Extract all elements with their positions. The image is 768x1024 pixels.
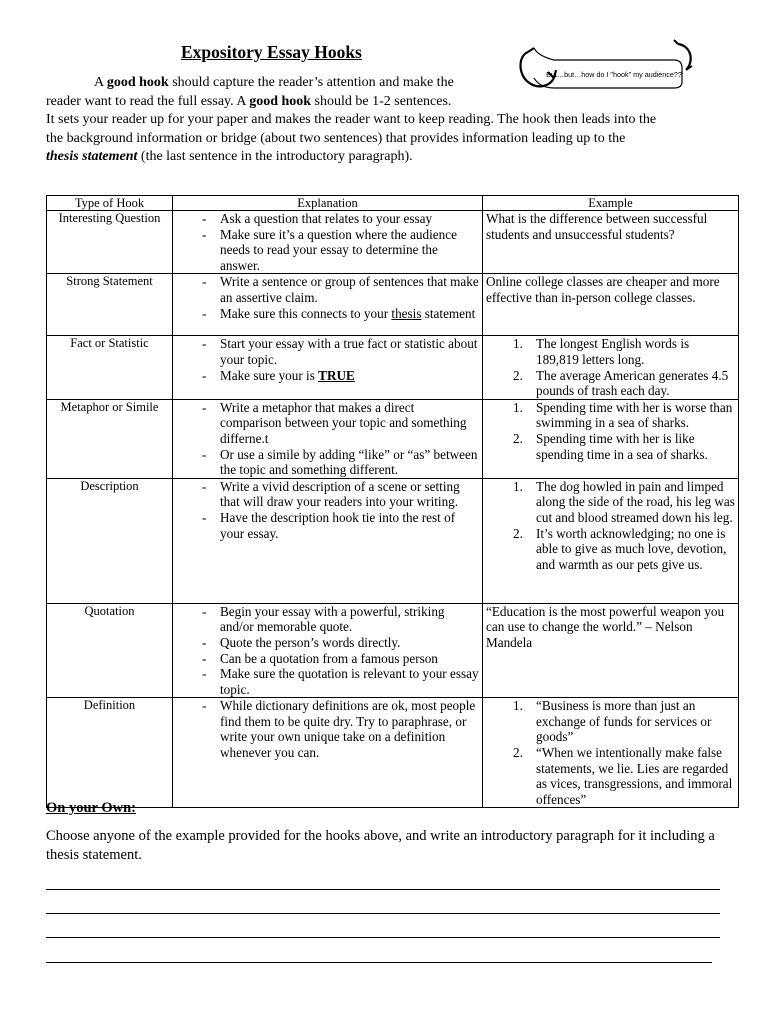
hook-example bbox=[483, 478, 739, 603]
explanation-underline: thesis bbox=[391, 305, 422, 321]
on-your-own-heading: On your Own: bbox=[46, 800, 136, 816]
intro-text: reader want to read the full essay. A bbox=[46, 93, 250, 109]
hook-image-caption: But…but…how do I "hook" my audience?? bbox=[546, 70, 682, 79]
table-row bbox=[47, 211, 739, 274]
example-text: Spending time with her is worse than swimming in a sea of sharks. bbox=[536, 399, 733, 431]
on-your-own-instructions: Choose anyone of the example provided for the hooks above, and write an introductory paragraph for it including a thesis statement. bbox=[46, 828, 715, 863]
intro-line-3: It sets your reader up for your paper and makes the reader want to keep reading. The hook then leads into the bbox=[46, 112, 657, 128]
hook-explanation bbox=[173, 698, 483, 808]
header-type: Type of Hook bbox=[47, 196, 173, 211]
hook-explanation bbox=[173, 336, 483, 399]
explanation-item: - Make sure the quotation is relevant to your essay topic. bbox=[176, 666, 479, 697]
list-number: 1. bbox=[513, 698, 523, 714]
intro-paragraph bbox=[46, 74, 736, 167]
hook-explanation bbox=[173, 399, 483, 478]
header-explanation: Explanation bbox=[173, 196, 483, 211]
explanation-item bbox=[176, 306, 479, 322]
explanation-item: - Write a vivid description of a scene or setting that will draw your readers into your writing. bbox=[176, 479, 479, 510]
example-text: It’s worth acknowledging; no one is able to give as much love, devotion, and warmth as our pets give us. bbox=[536, 525, 727, 572]
writing-line[interactable] bbox=[46, 889, 720, 890]
hook-example: What is the difference between successful students and unsuccessful students? bbox=[483, 211, 739, 274]
intro-line-4: the background information or bridge (about two sentences) that provides information leading up to the bbox=[46, 130, 626, 146]
hook-example bbox=[483, 399, 739, 478]
list-number: 2. bbox=[513, 430, 523, 446]
hook-example: Online college classes are cheaper and more effective than in-person college classes. bbox=[483, 274, 739, 336]
intro-line-2 bbox=[46, 93, 736, 112]
explanation-emphasis: TRUE bbox=[318, 367, 355, 383]
hook-explanation bbox=[173, 274, 483, 336]
hook-type: Fact or Statistic bbox=[47, 336, 173, 399]
explanation-item: - Write a metaphor that makes a direct comparison between your topic and something differne.t bbox=[176, 400, 479, 447]
hook-type: Interesting Question bbox=[47, 211, 173, 274]
list-number: 1. bbox=[513, 336, 523, 352]
example-item bbox=[486, 336, 735, 367]
example-item bbox=[486, 526, 735, 573]
intro-text: should capture the reader’s attention and make the bbox=[168, 75, 454, 90]
table-row bbox=[47, 478, 739, 603]
example-item bbox=[486, 431, 735, 462]
hook-example bbox=[483, 698, 739, 808]
explanation-item: - Or use a simile by adding “like” or “as” between the topic and something different. bbox=[176, 447, 479, 478]
list-number: 1. bbox=[513, 478, 523, 494]
table-row bbox=[47, 603, 739, 698]
intro-line-1 bbox=[46, 74, 736, 93]
example-text: The dog howled in pain and limped along the side of the road, his leg was cut and blood streamed down his leg. bbox=[536, 478, 735, 525]
example-item bbox=[486, 400, 735, 431]
hook-example bbox=[483, 336, 739, 399]
writing-line[interactable] bbox=[46, 913, 720, 914]
intro-line-5 bbox=[46, 148, 736, 167]
example-text: The average American generates 4.5 pounds of trash each day. bbox=[536, 367, 729, 399]
explanation-item: - While dictionary definitions are ok, most people find them to be quite dry. Try to paraphrase, or write your own unique take on a definition whenever you can. bbox=[176, 698, 479, 760]
hook-type: Quotation bbox=[47, 603, 173, 698]
intro-text: A bbox=[94, 75, 107, 90]
explanation-item: - Start your essay with a true fact or statistic about your topic. bbox=[176, 336, 479, 367]
hook-explanation bbox=[173, 603, 483, 698]
explanation-item: - Begin your essay with a powerful, striking and/or memorable quote. bbox=[176, 604, 479, 635]
writing-line[interactable] bbox=[46, 937, 720, 938]
hook-example: “Education is the most powerful weapon you can use to change the world.” – Nelson Mandela bbox=[483, 603, 739, 698]
explanation-item: - Make sure it’s a question where the audience needs to read your essay to determine the answer. bbox=[176, 227, 479, 274]
explanation-item: - Have the description hook tie into the rest of your essay. bbox=[176, 510, 479, 541]
example-item bbox=[486, 479, 735, 526]
intro-text: (the last sentence in the introductory paragraph). bbox=[137, 149, 413, 165]
explanation-item: - Can be a quotation from a famous person bbox=[176, 651, 479, 667]
hook-explanation bbox=[173, 211, 483, 274]
writing-line[interactable] bbox=[46, 962, 712, 963]
table-header-row bbox=[47, 196, 739, 211]
hook-explanation bbox=[173, 478, 483, 603]
explanation-item bbox=[176, 368, 479, 384]
example-item bbox=[486, 698, 735, 745]
example-item bbox=[486, 368, 735, 399]
explanation-text: Make sure your is bbox=[220, 367, 315, 383]
hooks-table bbox=[46, 195, 739, 808]
table-row bbox=[47, 698, 739, 808]
table-row bbox=[47, 336, 739, 399]
list-number: 1. bbox=[513, 399, 523, 415]
intro-thesis-term: thesis statement bbox=[46, 149, 138, 165]
hook-type: Strong Statement bbox=[47, 274, 173, 336]
example-text: “When we intentionally make false statements, we lie. Lies are regarded as vices, transgressions, and immoral offences” bbox=[536, 745, 733, 807]
list-number: 2. bbox=[513, 525, 523, 541]
intro-bold: good hook bbox=[106, 75, 169, 90]
intro-text: should be 1-2 sentences. bbox=[311, 93, 452, 109]
hook-type: Description bbox=[47, 478, 173, 603]
intro-bold: good hook bbox=[249, 93, 312, 109]
example-text: “Business is more than just an exchange of funds for services or goods” bbox=[536, 698, 712, 745]
hook-type: Definition bbox=[47, 698, 173, 808]
page-title: Expository Essay Hooks bbox=[181, 42, 362, 62]
example-text: Spending time with her is like spending time in a sea of sharks. bbox=[536, 430, 708, 462]
hook-type: Metaphor or Simile bbox=[47, 399, 173, 478]
explanation-text: Make sure this connects to your bbox=[220, 305, 389, 321]
table-row bbox=[47, 274, 739, 336]
example-item bbox=[486, 745, 735, 807]
explanation-item: - Write a sentence or group of sentences that make an assertive claim. bbox=[176, 274, 479, 305]
header-example: Example bbox=[483, 196, 739, 211]
explanation-item: - Quote the person’s words directly. bbox=[176, 635, 479, 651]
example-text: The longest English words is 189,819 letters long. bbox=[536, 336, 690, 367]
explanation-item: - Ask a question that relates to your essay bbox=[176, 211, 479, 227]
explanation-text: statement bbox=[424, 305, 476, 321]
list-number: 2. bbox=[513, 745, 523, 761]
list-number: 2. bbox=[513, 367, 523, 383]
table-row bbox=[47, 399, 739, 478]
